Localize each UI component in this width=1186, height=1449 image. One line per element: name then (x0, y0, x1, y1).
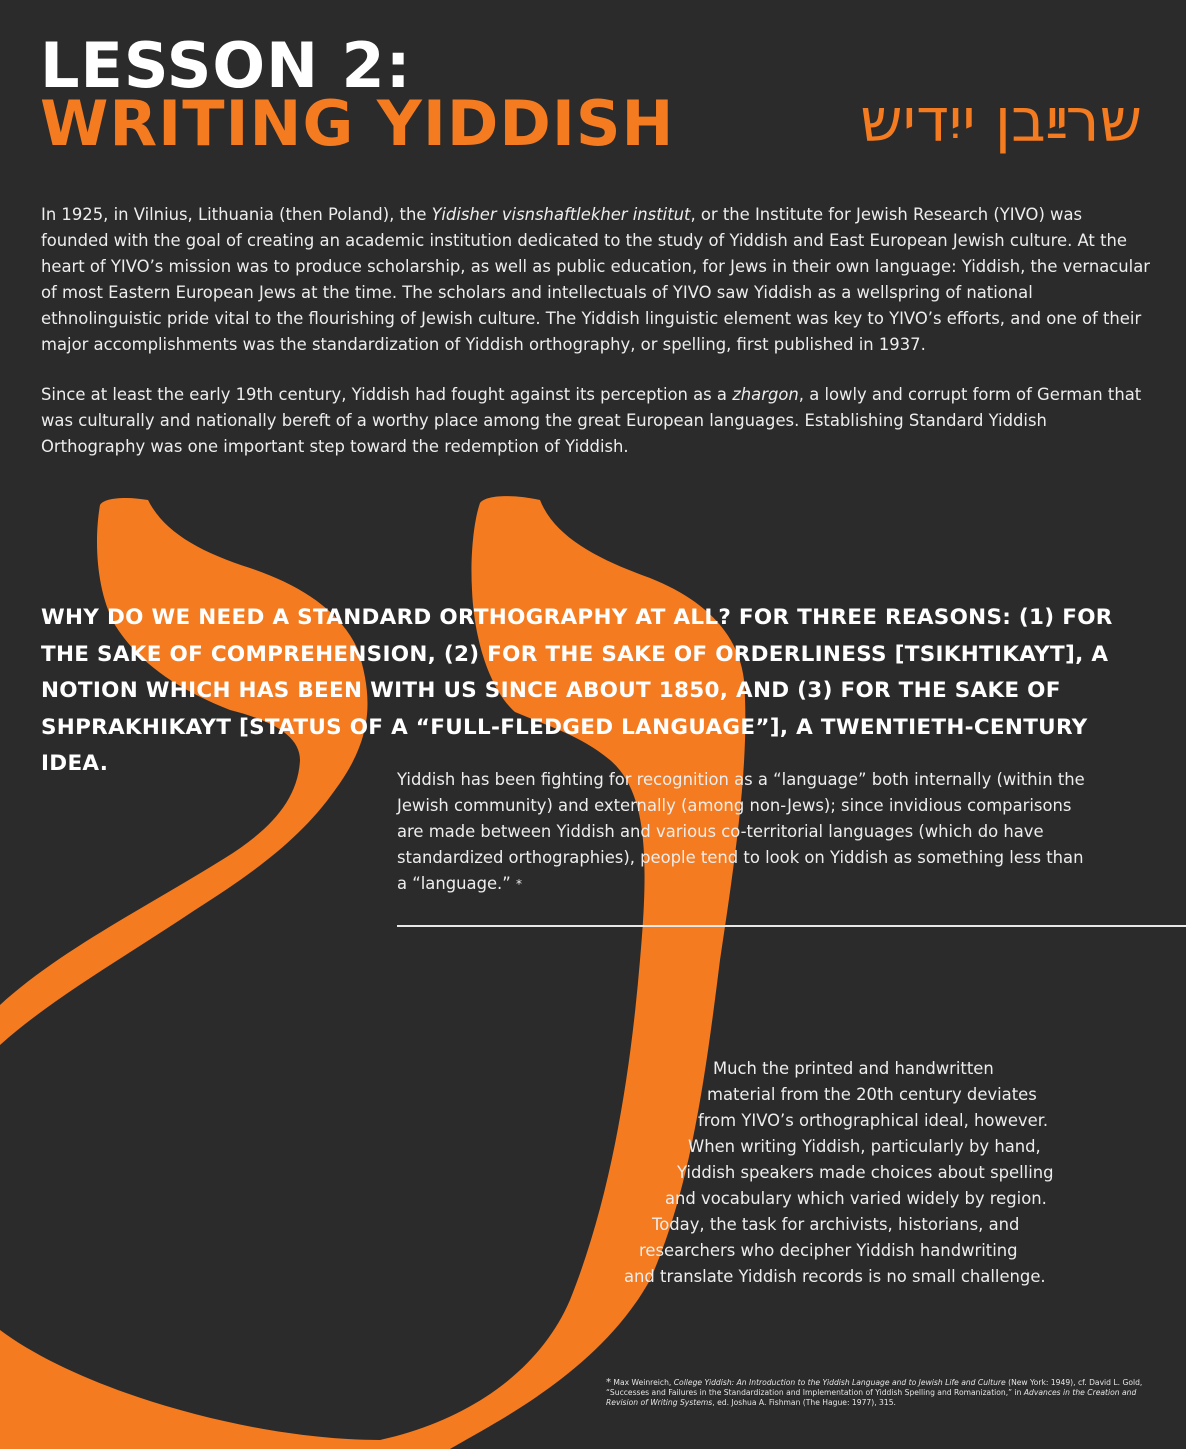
footnote-book-title-2: Advances in the Creation and Revision of Writing Systems (606, 1388, 1137, 1407)
lesson-number-heading: LESSON 2: (40, 29, 412, 102)
intro-paragraph-1 (41, 202, 1151, 358)
recognition-paragraph (397, 767, 1097, 897)
intro-p1-italic-term: Yidisher visnshaftlekher institut (431, 205, 691, 224)
footnote-book-title-1: College Yiddish: An Introduction to the Yiddish Language and to Jewish Life and Culture (673, 1378, 1006, 1387)
intro-p1-text-a: In 1925, in Vilnius, Lithuania (then Poland), the (41, 205, 432, 224)
footnote-text-c: , ed. Joshua A. Fishman (The Hague: 1977), 315. (712, 1398, 896, 1407)
challenge-line: from YIVO’s orthographical ideal, however. (698, 1111, 1049, 1130)
challenge-line: researchers who decipher Yiddish handwriting (639, 1241, 1018, 1260)
footnote-citation (606, 1378, 1166, 1408)
challenge-line: and vocabulary which varied widely by region. (665, 1189, 1047, 1208)
intro-p2-text-a: Since at least the early 19th century, Yiddish had fought against its perception as a (41, 385, 733, 404)
intro-paragraph-2 (41, 382, 1151, 460)
footnote-text-b: (New York: 1949), cf. David L. Gold, “Successes and Failures in the Standardization and Implementation of Yiddish Spelling and Romanization,” in (606, 1378, 1143, 1397)
hebrew-title: שרײַבן ייִדיש (860, 86, 1142, 156)
challenge-line: When writing Yiddish, particularly by hand, (688, 1137, 1041, 1156)
footnote-text-a: Max Weinreich, (611, 1378, 674, 1387)
challenge-line: and translate Yiddish records is no small challenge. (624, 1267, 1046, 1286)
section-divider (397, 925, 1186, 927)
challenge-line: Much the printed and handwritten (713, 1059, 994, 1078)
pull-quote: WHY DO WE NEED A STANDARD ORTHOGRAPHY AT ALL? FOR THREE REASONS: (1) FOR THE SAKE OF COMPREHENSION, (2) FOR THE SAKE OF ORDERLINESS [TSIKHTIKAYT], A NOTION WHICH HAS BEEN WITH US SINCE ABOUT 1850, AND (3) FOR THE SAKE OF SHPRAKHIKAYT [STATUS OF A “FULL-FLEDGED LANGUAGE”], A TWENTIETH-CENTURY IDEA. (41, 605, 1113, 776)
challenge-line: material from the 20th century deviates (707, 1085, 1037, 1104)
lesson-title-heading: WRITING YIDDISH (40, 87, 675, 160)
footnote-star: * (606, 1377, 611, 1388)
challenge-paragraph (560, 1056, 1120, 1296)
challenge-line: Today, the task for archivists, historians, and (652, 1215, 1020, 1234)
intro-p2-italic-term: zhargon (732, 385, 799, 404)
intro-p1-text-b: , or the Institute for Jewish Research (YIVO) was founded with the goal of creating an academic institution dedicated to the study of Yiddish and East European Jewish culture. At the heart of YIVO’s mission was to produce scholarship, as well as public education, for Jews in their own language: Yiddish, the vernacular of most Eastern European Jews at the time. The scholars and intellectuals of YIVO saw Yiddish as a wellspring of national ethnolinguistic pride vital to the flourishing of Jewish culture. The Yiddish linguistic element was key to YIVO’s efforts, and one of their major accomplishments was the standardization of Yiddish orthography, or spelling, first published in 1937. (41, 205, 1151, 354)
recognition-text: Yiddish has been fighting for recognition as a “language” both internally (within the Jewish community) and externally (among non-Jews); since invidious comparisons are made between Yiddish and various co-territorial languages (which do have standardized orthographies), people tend to look on Yiddish as something less than a “language.” (397, 770, 1085, 893)
footnote-marker: * (515, 877, 522, 891)
challenge-line: Yiddish speakers made choices about spelling (677, 1163, 1054, 1182)
intro-p2-text-b: , a lowly and corrupt form of German that was culturally and nationally bereft of a worthy place among the great European languages. Establishing Standard Yiddish Orthography was one important step toward the redemption of Yiddish. (41, 385, 1142, 456)
